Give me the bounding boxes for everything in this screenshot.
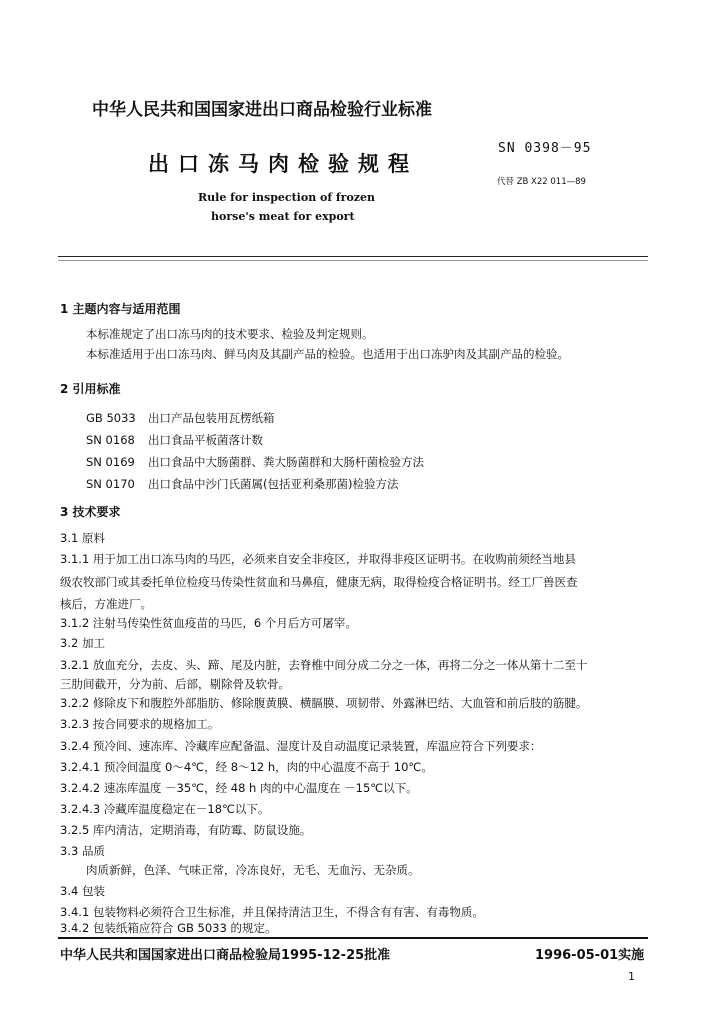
subsection-3-3-heading: 3.3 品质 xyxy=(60,844,105,858)
clause-3-4-2: 3.4.2 包装纸箱应符合 GB 5033 的规定。 xyxy=(60,921,277,935)
english-title-line-1: Rule for inspection of frozen xyxy=(198,191,376,204)
reference-code: GB 5033 xyxy=(86,411,136,425)
clause-3-2-4-3: 3.2.4.3 冷藏库温度稳定在－18℃以下。 xyxy=(60,802,270,816)
clause-3-1-2: 3.1.2 注射马传染性贫血疫苗的马匹，6 个月后方可屠宰。 xyxy=(60,616,357,630)
footer-divider xyxy=(58,937,648,939)
section-2-heading: 2 引用标准 xyxy=(60,382,121,396)
subsection-3-4-heading: 3.4 包装 xyxy=(60,884,105,898)
clause-3-2-4: 3.2.4 预冷间、速冻库、冷藏库应配备温、湿度计及自动温度记录装置，库温应符合下列要求： xyxy=(60,739,542,753)
reference-code: SN 0169 xyxy=(86,455,135,469)
standard-authority-header: 中华人民共和国国家进出口商品检验行业标准 xyxy=(92,100,432,120)
reference-item xyxy=(86,454,424,470)
header-divider xyxy=(58,256,648,257)
reference-title: 出口产品包装用瓦楞纸箱 xyxy=(148,411,275,425)
section-1-paragraph-1: 本标准规定了出口冻马肉的技术要求、检验及判定规则。 xyxy=(86,327,374,341)
clause-3-2-2: 3.2.2 修除皮下和腹腔外部脂肪、修除腹黄膜、横膈膜、项韧带、外露淋巴结、大血管和前后肢的筋腱。 xyxy=(60,696,588,710)
reference-item xyxy=(86,410,275,426)
clause-3-1-1-line-3: 核后，方准进厂。 xyxy=(60,597,152,611)
document-title: 出口冻马肉检验规程 xyxy=(148,152,418,176)
clause-3-1-1-line-2: 级农牧部门或其委托单位检疫马传染性贫血和马鼻疽，健康无病，取得检疫合格证明书。经工厂兽医查 xyxy=(60,575,578,589)
clause-3-3-text: 肉质新鲜，色泽、气味正常，冷冻良好，无毛、无血污、无杂质。 xyxy=(86,863,420,877)
clause-3-2-4-1: 3.2.4.1 预冷间温度 0～4℃，经 8～12 h，肉的中心温度不高于 10℃。 xyxy=(60,760,433,774)
clause-3-1-1-line-1: 3.1.1 用于加工出口冻马肉的马匹，必须来自安全非疫区，并取得非疫区证明书。在收购前须经当地县 xyxy=(60,552,576,566)
page-number: 1 xyxy=(628,970,635,983)
reference-item xyxy=(86,476,398,492)
clause-3-2-4-2: 3.2.4.2 速冻库温度 －35℃，经 48 h 肉的中心温度在 －15℃以下。 xyxy=(60,781,418,795)
reference-title: 出口食品平板菌落计数 xyxy=(148,433,263,447)
reference-code: SN 0170 xyxy=(86,477,135,491)
reference-title: 出口食品中沙门氏菌属(包括亚利桑那菌)检验方法 xyxy=(148,477,399,491)
reference-title: 出口食品中大肠菌群、粪大肠菌群和大肠杆菌检验方法 xyxy=(148,455,424,469)
clause-3-2-5: 3.2.5 库内清洁，定期消毒，有防霉、防鼠设施。 xyxy=(60,823,312,837)
section-1-paragraph-2: 本标准适用于出口冻马肉、鲜马肉及其副产品的检验。也适用于出口冻驴肉及其副产品的检验。 xyxy=(86,347,569,361)
subsection-3-1-heading: 3.1 原料 xyxy=(60,531,105,545)
subsection-3-2-heading: 3.2 加工 xyxy=(60,636,105,650)
replaces-standard: 代替 ZB X22 011—89 xyxy=(497,177,586,187)
clause-3-2-3: 3.2.3 按合同要求的规格加工。 xyxy=(60,717,220,731)
clause-3-2-1-line-1: 3.2.1 放血充分，去皮、头、蹄、尾及内脏，去脊椎中间分成二分之一体，再将二分之一体从第十二至十 xyxy=(60,658,588,672)
clause-3-2-1-line-2: 三肋间截开，分为前、后部，剔除骨及软骨。 xyxy=(60,677,290,691)
approval-note: 中华人民共和国国家进出口商品检验局1995-12-25批准 xyxy=(60,948,391,963)
section-3-heading: 3 技术要求 xyxy=(60,505,121,519)
reference-code: SN 0168 xyxy=(86,433,135,447)
english-title-line-2: horse's meat for export xyxy=(211,210,355,223)
section-1-heading: 1 主题内容与适用范围 xyxy=(60,302,181,316)
clause-3-4-1: 3.4.1 包装物料必须符合卫生标准，并且保持清洁卫生，不得含有有害、有毒物质。 xyxy=(60,905,484,919)
effective-date: 1996-05-01实施 xyxy=(535,948,645,963)
reference-item xyxy=(86,432,263,448)
standard-number: SN 0398－95 xyxy=(498,141,592,156)
header-divider-secondary xyxy=(58,260,648,261)
